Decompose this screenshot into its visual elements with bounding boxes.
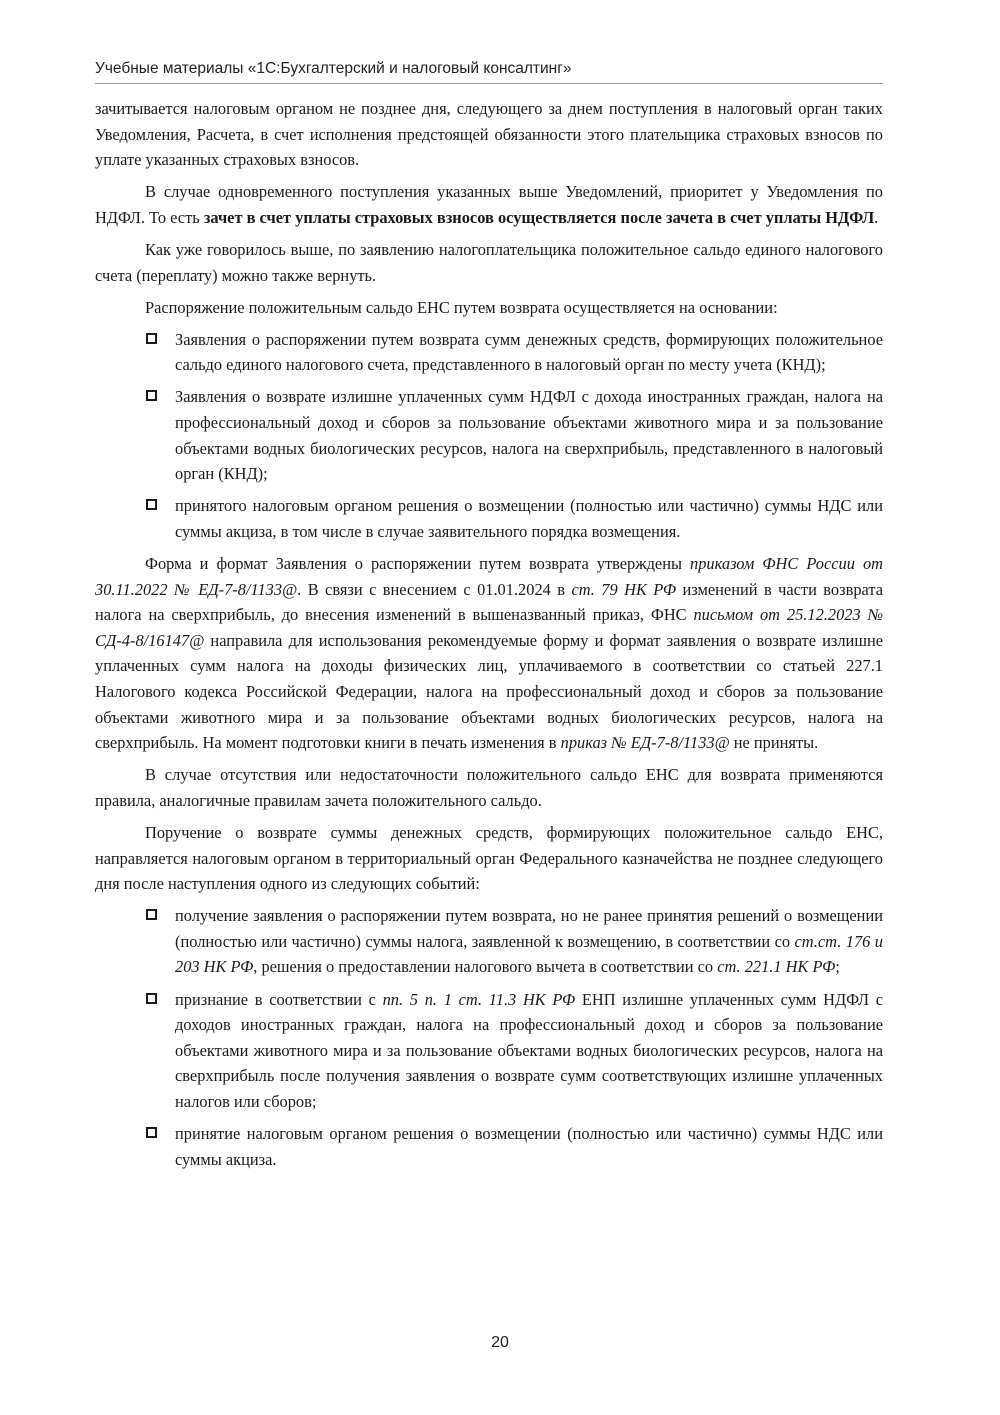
list-item — [95, 327, 883, 378]
legal-reference-link[interactable]: письмом от 25.12.2023 № СД-4-8/16147@ — [95, 605, 883, 650]
legal-reference-link[interactable]: приказом ФНС России от 30.11.2022 № ЕД-7-8/1133@ — [95, 554, 883, 599]
text-segment: ; — [835, 957, 840, 977]
text-segment: ЕНП излишне уплаченных сумм НДФЛ с доходов иностранных граждан, налога на профессиональный доход и сборов за пользование объектами животного мира и за пользование объектами водных биологических ресурсов, налога на сверхприбыль после получения заявления о возврате сумм соответствующих излишне уплаченных налогов или сборов; — [175, 989, 883, 1111]
text-segment: . В связи с внесением с 01.01.2024 в — [297, 579, 572, 599]
text-segment: признание в соответствии с — [175, 989, 383, 1009]
paragraph-basis: Распоряжение положительным сальдо ЕНС путем возврата осуществляется на основании: — [145, 297, 778, 317]
list-item-text: Заявления о распоряжении путем возврата сумм денежных средств, формирующих положительное сальдо единого налогового счета, представленного в налоговый орган по месту учета (КНД); — [175, 329, 883, 375]
page-number: 20 — [491, 1334, 509, 1351]
paragraph-insufficiency: В случае отсутствия или недостаточности положительного сальдо ЕНС для возврата применяются правила, аналогичные правилам зачета положительного сальдо. — [95, 765, 883, 810]
list-item-text: принятие налоговым органом решения о возмещении (полностью или частично) суммы НДС или суммы акциза. — [175, 1123, 883, 1169]
running-header: Учебные материалы «1С:Бухгалтерский и налоговый консалтинг» — [95, 60, 883, 84]
page-body — [95, 96, 883, 1179]
text-segment: . — [874, 207, 879, 227]
checkbox-bullet-icon — [146, 390, 157, 401]
legal-reference-link[interactable]: пп. 5 п. 1 ст. 11.3 НК РФ — [382, 989, 576, 1009]
paragraph-refund: Как уже говорилось выше, по заявлению налогоплательщика положительное сальдо единого налогового счета (переплату) можно также вернуть. — [95, 239, 883, 285]
paragraph-treasury-order: Поручение о возврате суммы денежных средств, формирующих положительное сальдо ЕНС, направляется налоговым органом в территориальный орган Федерального казначейства не позднее следующего дня после наступления одного из следующих событий: — [95, 822, 883, 894]
text-segment: изменений в части возврата налога на сверхприбыль, до внесения изменений в вышеназванный приказ, ФНС — [95, 579, 884, 625]
legal-reference-link[interactable]: ст.ст. 176 и 203 НК РФ — [175, 931, 884, 977]
bold-emphasis: зачет в счет уплаты страховых взносов осуществляется после зачета в счет уплаты НДФЛ — [203, 207, 875, 227]
legal-reference-link[interactable]: ст. 221.1 НК РФ — [717, 957, 836, 977]
checkbox-bullet-icon — [146, 333, 157, 344]
checkbox-bullet-icon — [146, 1127, 157, 1138]
list-item-text: Заявления о возврате излишне уплаченных сумм НДФЛ с дохода иностранных граждан, налога на профессиональный доход и сборов за пользование объектами животного мира и за пользование объектами водных биологических ресурсов, налога на сверхприбыль, представленного в налоговый орган (КНД); — [175, 387, 883, 484]
basis-list — [95, 327, 883, 545]
list-item — [95, 384, 883, 486]
legal-reference-link[interactable]: ст. 79 НК РФ — [571, 579, 677, 599]
list-item-text: принятого налоговым органом решения о возмещении (полностью или частично) суммы НДС или суммы акциза, в том числе в случае заявительного порядка возмещения. — [175, 496, 883, 541]
list-item — [95, 1121, 883, 1172]
paragraph-priority — [95, 179, 883, 230]
checkbox-bullet-icon — [146, 993, 157, 1004]
text-segment: Форма и формат Заявления о распоряжении путем возврата утверждены — [145, 554, 691, 573]
list-item — [95, 493, 883, 544]
list-item — [95, 903, 883, 980]
paragraph-continuation: зачитывается налоговым органом не позднее дня, следующего за днем поступления в налоговый орган таких Уведомления, Расчета, в счет исполнения предстоящей обязанности этого плательщика страховых взносов по уплате указанных страховых взносов. — [95, 99, 883, 170]
checkbox-bullet-icon — [146, 499, 157, 510]
text-segment: не приняты. — [729, 733, 819, 753]
legal-reference-link[interactable]: приказ № ЕД-7-8/1133@ — [560, 733, 730, 753]
text-segment: В случае одновременного поступления указанных выше Уведомлений, приоритет у Уведомления по НДФЛ. То есть — [95, 182, 883, 227]
paragraph-form-format — [95, 551, 883, 756]
list-item — [95, 987, 883, 1115]
checkbox-bullet-icon — [146, 909, 157, 920]
text-segment: получение заявления о распоряжении путем возврата, но не ранее принятия решений о возмещении (полностью или частично) суммы налога, заявленной к возмещению, в соответствии со — [175, 906, 883, 951]
events-list — [95, 903, 883, 1172]
text-segment: направила для использования рекомендуемые форму и формат заявления о возврате излишне уплаченных сумм налога на доходы физических лиц, уплачиваемого в соответствии со статьей 227.1 Налогового кодекса Российской Федерации, налога на профессиональный доход и сборов за пользование объектами животного мира и за пользование объектами водных биологических ресурсов, налога на сверхприбыль. На момент подготовки книги в печать изменения в — [95, 630, 883, 753]
text-segment: , решения о предоставлении налогового вычета в соответствии со — [253, 957, 718, 977]
